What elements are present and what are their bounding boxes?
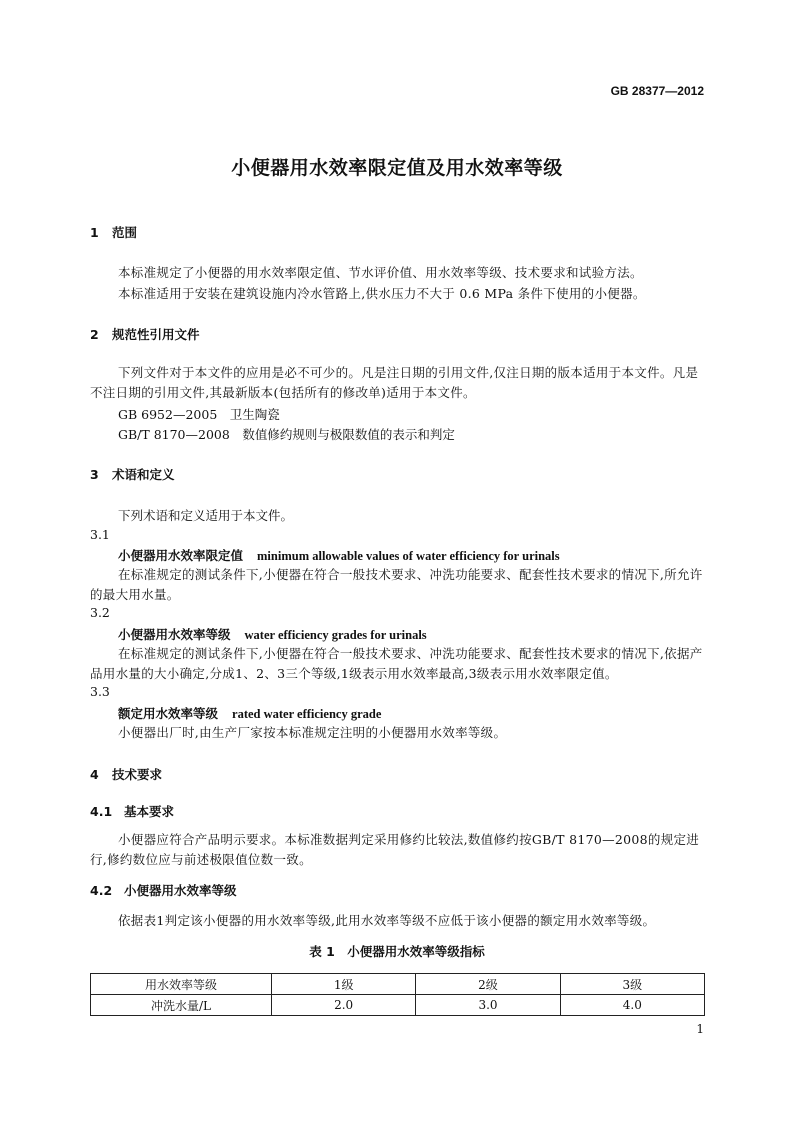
table-caption: 表 1 小便器用水效率等级指标 bbox=[309, 944, 485, 959]
term-en: minimum allowable values of water efficiency for urinals bbox=[257, 549, 560, 563]
section-3-heading bbox=[90, 465, 175, 483]
table-header-cell: 用水效率等级 bbox=[91, 974, 272, 995]
document-title: 小便器用水效率限定值及用水效率等级 bbox=[231, 157, 563, 179]
table-header-cell: 3级 bbox=[560, 974, 704, 995]
section-2-heading bbox=[90, 325, 200, 343]
section-3-intro: 下列术语和定义适用于本文件。 bbox=[118, 508, 294, 523]
section-1-paragraph-1: 本标准规定了小便器的用水效率限定值、节水评价值、用水效率等级、技术要求和试验方法。 bbox=[118, 265, 643, 280]
section-number: 4 bbox=[90, 767, 99, 782]
term-number: 3.1 bbox=[90, 527, 110, 542]
term-en: rated water efficiency grade bbox=[232, 707, 382, 721]
section-number: 3 bbox=[90, 467, 99, 482]
term-definition: 在标准规定的测试条件下,小便器在符合一般技术要求、冲洗功能要求、配套性技术要求的情况下,所允许的最大用水量。 bbox=[90, 567, 703, 602]
subsection-number: 4.1 bbox=[90, 804, 113, 819]
section-number: 1 bbox=[90, 225, 99, 240]
reference-gb6952: GB 6952—2005 卫生陶瓷 bbox=[118, 407, 280, 422]
table-row bbox=[91, 995, 705, 1016]
subsection-number: 4.2 bbox=[90, 883, 113, 898]
table-cell: 4.0 bbox=[560, 995, 704, 1016]
section-4-2-heading bbox=[90, 881, 237, 899]
section-1-paragraph-2: 本标准适用于安装在建筑设施内冷水管路上,供水压力不大于 0.6 MPa 条件下使用的小便器。 bbox=[118, 286, 646, 301]
section-title: 术语和定义 bbox=[112, 467, 175, 482]
section-4-1-heading bbox=[90, 802, 174, 820]
term-title bbox=[118, 704, 381, 722]
reference-gbt8170: GB/T 8170—2008 数值修约规则与极限数值的表示和判定 bbox=[118, 427, 455, 442]
section-title: 规范性引用文件 bbox=[112, 327, 200, 342]
section-4-1-paragraph: 小便器应符合产品明示要求。本标准数据判定采用修约比较法,数值修约按GB/T 8170—2008的规定进行,修约数位应与前述极限值位数一致。 bbox=[90, 832, 700, 867]
section-title: 技术要求 bbox=[112, 767, 163, 782]
subsection-title: 小便器用水效率等级 bbox=[124, 883, 237, 898]
standard-code: GB 28377—2012 bbox=[610, 84, 704, 98]
section-4-2-paragraph: 依据表1判定该小便器的用水效率等级,此用水效率等级不应低于该小便器的额定用水效率等级。 bbox=[118, 913, 656, 928]
page-number: 1 bbox=[696, 1022, 704, 1036]
term-en: water efficiency grades for urinals bbox=[244, 628, 427, 642]
section-4-heading bbox=[90, 765, 162, 783]
term-number: 3.3 bbox=[90, 684, 110, 699]
term-zh: 小便器用水效率限定值 bbox=[118, 548, 244, 563]
section-number: 2 bbox=[90, 327, 99, 342]
table-header-cell: 2级 bbox=[416, 974, 560, 995]
subsection-title: 基本要求 bbox=[124, 804, 175, 819]
table-cell: 冲洗水量/L bbox=[91, 995, 272, 1016]
section-1-heading bbox=[90, 223, 137, 241]
term-zh: 小便器用水效率等级 bbox=[118, 627, 231, 642]
section-title: 范围 bbox=[112, 225, 138, 240]
section-2-paragraph: 下列文件对于本文件的应用是必不可少的。凡是注日期的引用文件,仅注日期的版本适用于本文件。凡是不注日期的引用文件,其最新版本(包括所有的修改单)适用于本文件。 bbox=[90, 365, 699, 400]
term-title bbox=[118, 546, 560, 564]
table-cell: 2.0 bbox=[272, 995, 416, 1016]
table-cell: 3.0 bbox=[416, 995, 560, 1016]
term-zh: 额定用水效率等级 bbox=[118, 706, 219, 721]
term-title bbox=[118, 625, 427, 643]
water-efficiency-grade-table bbox=[90, 973, 705, 1016]
table-header-cell: 1级 bbox=[272, 974, 416, 995]
table-header-row bbox=[91, 974, 705, 995]
term-definition: 小便器出厂时,由生产厂家按本标准规定注明的小便器用水效率等级。 bbox=[118, 725, 507, 740]
term-number: 3.2 bbox=[90, 605, 110, 620]
term-definition: 在标准规定的测试条件下,小便器在符合一般技术要求、冲洗功能要求、配套性技术要求的情况下,依据产品用水量的大小确定,分成1、2、3三个等级,1级表示用水效率最高,3级表示用水效率限定值。 bbox=[90, 646, 703, 681]
